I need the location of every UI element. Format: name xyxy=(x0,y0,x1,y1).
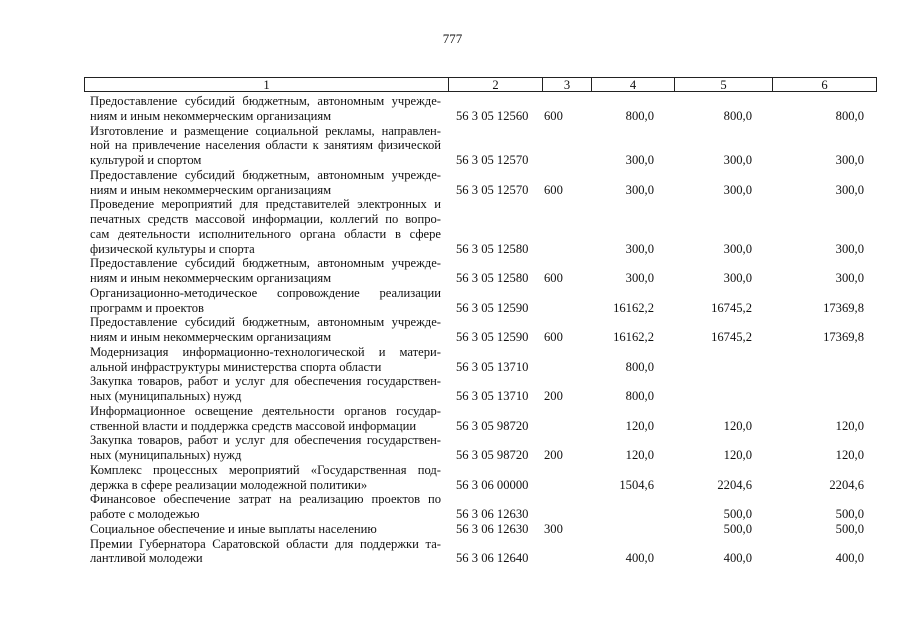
expense-type: 600 xyxy=(544,108,563,123)
description-line: Организационно-методическое сопровождение реализации xyxy=(90,285,441,300)
amount-year-1: 120,0 xyxy=(625,418,654,433)
description-line: ниям и иным некоммерческим организациям xyxy=(90,108,332,123)
row-description xyxy=(90,404,441,434)
expense-type: 600 xyxy=(544,182,563,197)
target-code: 56 3 05 13710 xyxy=(456,389,529,403)
table-row xyxy=(90,345,880,375)
target-code: 56 3 05 12570 xyxy=(456,153,529,167)
description-line: Предоставление субсидий бюджетным, автономным учрежде- xyxy=(90,256,441,271)
amount-year-1: 800,0 xyxy=(625,108,654,123)
description-line: ных (муниципальных) нужд xyxy=(90,389,242,403)
table-row xyxy=(90,492,880,522)
row-description xyxy=(90,463,441,493)
target-code: 56 3 05 98720 xyxy=(456,448,529,462)
amount-year-1: 400,0 xyxy=(625,551,654,566)
amount-year-3: 300,0 xyxy=(835,153,864,167)
description-line: Предоставление субсидий бюджетным, автономным учрежде- xyxy=(90,315,441,330)
expense-type: 200 xyxy=(544,389,563,403)
amount-year-3: 300,0 xyxy=(835,271,864,285)
table-row xyxy=(90,168,880,198)
table-row xyxy=(90,404,880,434)
target-code: 56 3 05 12560 xyxy=(456,108,529,123)
description-line: Финансовое обеспечение затрат на реализацию проектов по xyxy=(90,492,441,507)
table-row xyxy=(90,374,880,404)
amount-year-1: 16162,2 xyxy=(613,300,654,315)
table-row xyxy=(90,197,880,256)
amount-year-2: 500,0 xyxy=(723,521,752,536)
table-row xyxy=(90,463,880,493)
description-line: Информационное освещение деятельности органов государ- xyxy=(90,403,441,418)
table-row xyxy=(90,256,880,286)
amount-year-2: 400,0 xyxy=(723,551,752,566)
target-code: 56 3 05 12590 xyxy=(456,330,529,344)
target-code: 56 3 05 12590 xyxy=(456,300,529,315)
description-line: Премии Губернатора Саратовской области для поддержки та- xyxy=(90,536,441,551)
amount-year-3: 300,0 xyxy=(835,241,864,256)
description-line: Проведение мероприятий для представителей электронных и xyxy=(90,197,441,212)
description-line: ной на привлечение населения области к занятиям физической xyxy=(90,138,441,153)
description-line: Комплекс процессных мероприятий «Государственная под- xyxy=(90,462,441,477)
description-line: Модернизация информационно-технологической и матери- xyxy=(90,344,441,359)
row-description xyxy=(90,315,441,345)
description-line: держка в сфере реализации молодежной политики» xyxy=(90,477,368,492)
amount-year-2: 300,0 xyxy=(723,182,752,197)
description-line: культурой и спортом xyxy=(90,153,202,167)
amount-year-1: 16162,2 xyxy=(613,330,654,344)
description-line: ниям и иным некоммерческим организациям xyxy=(90,330,332,344)
page-number: 777 xyxy=(442,31,463,46)
target-code: 56 3 06 12630 xyxy=(456,521,529,536)
amount-year-3: 17369,8 xyxy=(823,330,864,344)
target-code: 56 3 06 00000 xyxy=(456,477,529,492)
amount-year-2: 800,0 xyxy=(723,108,752,123)
header-col-5: 5 xyxy=(674,78,772,91)
row-description xyxy=(90,286,441,316)
row-description xyxy=(90,537,441,567)
amount-year-1: 300,0 xyxy=(625,271,654,285)
description-line: Изготовление и размещение социальной рекламы, направлен- xyxy=(90,123,441,138)
amount-year-2: 300,0 xyxy=(723,271,752,285)
amount-year-3: 120,0 xyxy=(835,418,864,433)
table-row xyxy=(90,315,880,345)
description-line: ниям и иным некоммерческим организациям xyxy=(90,182,332,197)
description-line: программ и проектов xyxy=(90,300,204,315)
amount-year-3: 300,0 xyxy=(835,182,864,197)
header-col-4: 4 xyxy=(591,78,674,91)
amount-year-3: 400,0 xyxy=(835,551,864,566)
expense-type: 600 xyxy=(544,271,563,285)
target-code: 56 3 06 12630 xyxy=(456,507,529,521)
amount-year-3: 800,0 xyxy=(835,108,864,123)
target-code: 56 3 06 12640 xyxy=(456,551,529,566)
amount-year-2: 120,0 xyxy=(723,448,752,462)
row-description xyxy=(90,433,441,463)
table-header xyxy=(84,77,877,92)
row-description xyxy=(90,345,441,375)
table-row xyxy=(90,537,880,567)
expense-type: 200 xyxy=(544,448,563,462)
amount-year-3: 500,0 xyxy=(835,507,864,521)
description-line: Предоставление субсидий бюджетным, автономным учрежде- xyxy=(90,167,441,182)
amount-year-2: 300,0 xyxy=(723,241,752,256)
amount-year-1: 300,0 xyxy=(625,153,654,167)
description-line: физической культуры и спорта xyxy=(90,241,255,256)
description-line: работе с молодежью xyxy=(90,507,200,521)
table-row xyxy=(90,433,880,463)
target-code: 56 3 05 12580 xyxy=(456,241,529,256)
target-code: 56 3 05 12570 xyxy=(456,182,529,197)
amount-year-2: 120,0 xyxy=(723,418,752,433)
amount-year-2: 2204,6 xyxy=(717,477,752,492)
amount-year-3: 17369,8 xyxy=(823,300,864,315)
row-description xyxy=(90,256,441,286)
amount-year-1: 300,0 xyxy=(625,241,654,256)
amount-year-2: 300,0 xyxy=(723,153,752,167)
description-line: ственной власти и поддержка средств массовой информации xyxy=(90,418,417,433)
row-description xyxy=(90,374,441,404)
expense-type: 600 xyxy=(544,330,563,344)
row-description xyxy=(90,522,441,537)
table-row xyxy=(90,522,880,537)
description-line: лантливой молодежи xyxy=(90,551,203,566)
row-description xyxy=(90,197,441,256)
description-line: Закупка товаров, работ и услуг для обеспечения государствен- xyxy=(90,374,441,389)
description-line: Закупка товаров, работ и услуг для обеспечения государствен- xyxy=(90,433,441,448)
header-col-3: 3 xyxy=(542,78,591,91)
amount-year-2: 16745,2 xyxy=(711,300,752,315)
row-description xyxy=(90,124,441,168)
amount-year-1: 1504,6 xyxy=(619,477,654,492)
description-line: альной инфраструктуры министерства спорта области xyxy=(90,359,382,374)
description-line: Социальное обеспечение и иные выплаты населению xyxy=(90,521,377,536)
table-body xyxy=(90,94,880,566)
target-code: 56 3 05 13710 xyxy=(456,359,529,374)
amount-year-1: 120,0 xyxy=(625,448,654,462)
amount-year-3: 120,0 xyxy=(835,448,864,462)
description-line: Предоставление субсидий бюджетным, автономным учрежде- xyxy=(90,94,441,108)
amount-year-1: 800,0 xyxy=(625,359,654,374)
amount-year-2: 16745,2 xyxy=(711,330,752,344)
header-col-2: 2 xyxy=(448,78,542,91)
amount-year-1: 800,0 xyxy=(625,389,654,403)
description-line: ных (муниципальных) нужд xyxy=(90,448,242,462)
target-code: 56 3 05 98720 xyxy=(456,418,529,433)
amount-year-3: 2204,6 xyxy=(829,477,864,492)
header-col-1: 1 xyxy=(263,78,270,92)
target-code: 56 3 05 12580 xyxy=(456,271,529,285)
amount-year-3: 500,0 xyxy=(835,521,864,536)
table-row xyxy=(90,94,880,124)
amount-year-2: 500,0 xyxy=(723,507,752,521)
header-col-6: 6 xyxy=(772,78,876,91)
row-description xyxy=(90,168,441,198)
description-line: печатных средств массовой информации, коллегий по вопро- xyxy=(90,212,441,226)
amount-year-1: 300,0 xyxy=(625,182,654,197)
table-row xyxy=(90,286,880,316)
table-row xyxy=(90,124,880,168)
expense-type: 300 xyxy=(544,521,563,536)
row-description xyxy=(90,94,441,124)
description-line: ниям и иным некоммерческим организациям xyxy=(90,271,332,285)
description-line: сам деятельности исполнительного органа области в сфере xyxy=(90,226,441,241)
row-description xyxy=(90,492,441,522)
